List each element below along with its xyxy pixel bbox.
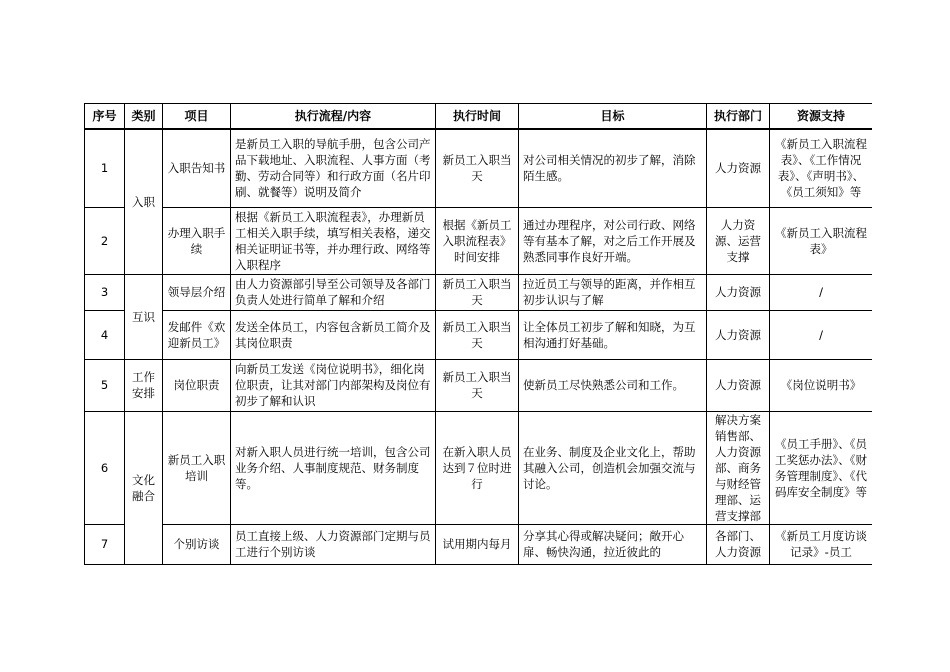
goal-cell: 在业务、制度及企业文化上，帮助其融入公司，创造机会加强交流与讨论。 (519, 411, 707, 524)
header-content: 执行流程/内容 (231, 104, 436, 130)
row-no: 5 (85, 359, 125, 411)
table-row (85, 411, 873, 524)
time-cell: 在新入职人员达到７位时进行 (436, 411, 519, 524)
category-cell: 入职 (125, 129, 163, 274)
header-item: 项目 (163, 104, 231, 130)
resource-cell: 《岗位说明书》 (770, 359, 873, 411)
table-row (85, 359, 873, 411)
resource-cell: 《新员工月度访谈记录》-员工 (770, 524, 873, 564)
time-cell: 新员工入职当天 (436, 129, 519, 207)
time-cell: 新员工入职当天 (436, 310, 519, 359)
resource-cell: / (770, 310, 873, 359)
table-row (85, 274, 873, 310)
item-cell: 入职告知书 (163, 129, 231, 207)
dept-cell: 人力资源、运营支撑 (707, 207, 770, 274)
time-cell: 试用期内每月 (436, 524, 519, 564)
onboarding-plan-table (84, 103, 872, 565)
content-cell: 由人力资源部引导至公司领导及各部门负责人处进行简单了解和介绍 (231, 274, 436, 310)
row-no: 1 (85, 129, 125, 207)
goal-cell: 通过办理程序，对公司行政、网络等有基本了解，对之后工作开展及熟悉同事作良好开端。 (519, 207, 707, 274)
table-row (85, 524, 873, 564)
header-resource: 资源支持 (770, 104, 873, 130)
header-no: 序号 (85, 104, 125, 130)
content-cell: 是新员工入职的导航手册，包含公司产品下载地址、入职流程、人事方面（考勤、劳动合同等）和行政方面（名片印刷、就餐等）说明及简介 (231, 129, 436, 207)
item-cell: 岗位职责 (163, 359, 231, 411)
plan-table (84, 103, 872, 565)
resource-cell: 《新员工入职流程表》、《工作情况表》、《声明书》、《员工须知》等 (770, 129, 873, 207)
content-cell: 向新员工发送《岗位说明书》，细化岗位职责，让其对部门内部架构及岗位有初步了解和认识 (231, 359, 436, 411)
header-time: 执行时间 (436, 104, 519, 130)
category-cell: 工作安排 (125, 359, 163, 411)
table-row (85, 310, 873, 359)
item-cell: 领导层介绍 (163, 274, 231, 310)
content-cell: 员工直接上级、人力资源部门定期与员工进行个别访谈 (231, 524, 436, 564)
table-row (85, 129, 873, 207)
goal-cell: 使新员工尽快熟悉公司和工作。 (519, 359, 707, 411)
resource-cell: 《新员工入职流程表》 (770, 207, 873, 274)
dept-cell: 人力资源 (707, 274, 770, 310)
goal-cell: 对公司相关情况的初步了解，消除陌生感。 (519, 129, 707, 207)
item-cell: 新员工入职培训 (163, 411, 231, 524)
dept-cell: 解决方案销售部、人力资源部、商务与财经管理部、运营支撑部 (707, 411, 770, 524)
header-category: 类别 (125, 104, 163, 130)
table-row (85, 207, 873, 274)
dept-cell: 人力资源 (707, 310, 770, 359)
goal-cell: 让全体员工初步了解和知晓，为互相沟通打好基础。 (519, 310, 707, 359)
item-cell: 个别访谈 (163, 524, 231, 564)
header-dept: 执行部门 (707, 104, 770, 130)
header-row (85, 104, 873, 130)
item-cell: 发邮件《欢迎新员工》 (163, 310, 231, 359)
header-goal: 目标 (519, 104, 707, 130)
goal-cell: 拉近员工与领导的距离，并作相互初步认识与了解 (519, 274, 707, 310)
row-no: 2 (85, 207, 125, 274)
row-no: 6 (85, 411, 125, 524)
category-cell: 文化融合 (125, 411, 163, 564)
time-cell: 新员工入职当天 (436, 359, 519, 411)
dept-cell: 各部门、人力资源 (707, 524, 770, 564)
row-no: 3 (85, 274, 125, 310)
resource-cell: / (770, 274, 873, 310)
resource-cell: 《员工手册》、《员工奖惩办法》、《财务管理制度》、《代码库安全制度》等 (770, 411, 873, 524)
time-cell: 新员工入职当天 (436, 274, 519, 310)
row-no: 4 (85, 310, 125, 359)
goal-cell: 分享其心得或解决疑问；敞开心扉、畅快沟通，拉近彼此的 (519, 524, 707, 564)
category-cell: 互识 (125, 274, 163, 359)
time-cell: 根据《新员工入职流程表》时间安排 (436, 207, 519, 274)
dept-cell: 人力资源 (707, 359, 770, 411)
content-cell: 发送全体员工，内容包含新员工简介及其岗位职责 (231, 310, 436, 359)
item-cell: 办理入职手续 (163, 207, 231, 274)
content-cell: 对新入职人员进行统一培训，包含公司业务介绍、人事制度规范、财务制度等。 (231, 411, 436, 524)
row-no: 7 (85, 524, 125, 564)
content-cell: 根据《新员工入职流程表》，办理新员工相关入职手续，填写相关表格，递交相关证明证书等，并办理行政、网络等入职程序 (231, 207, 436, 274)
dept-cell: 人力资源 (707, 129, 770, 207)
